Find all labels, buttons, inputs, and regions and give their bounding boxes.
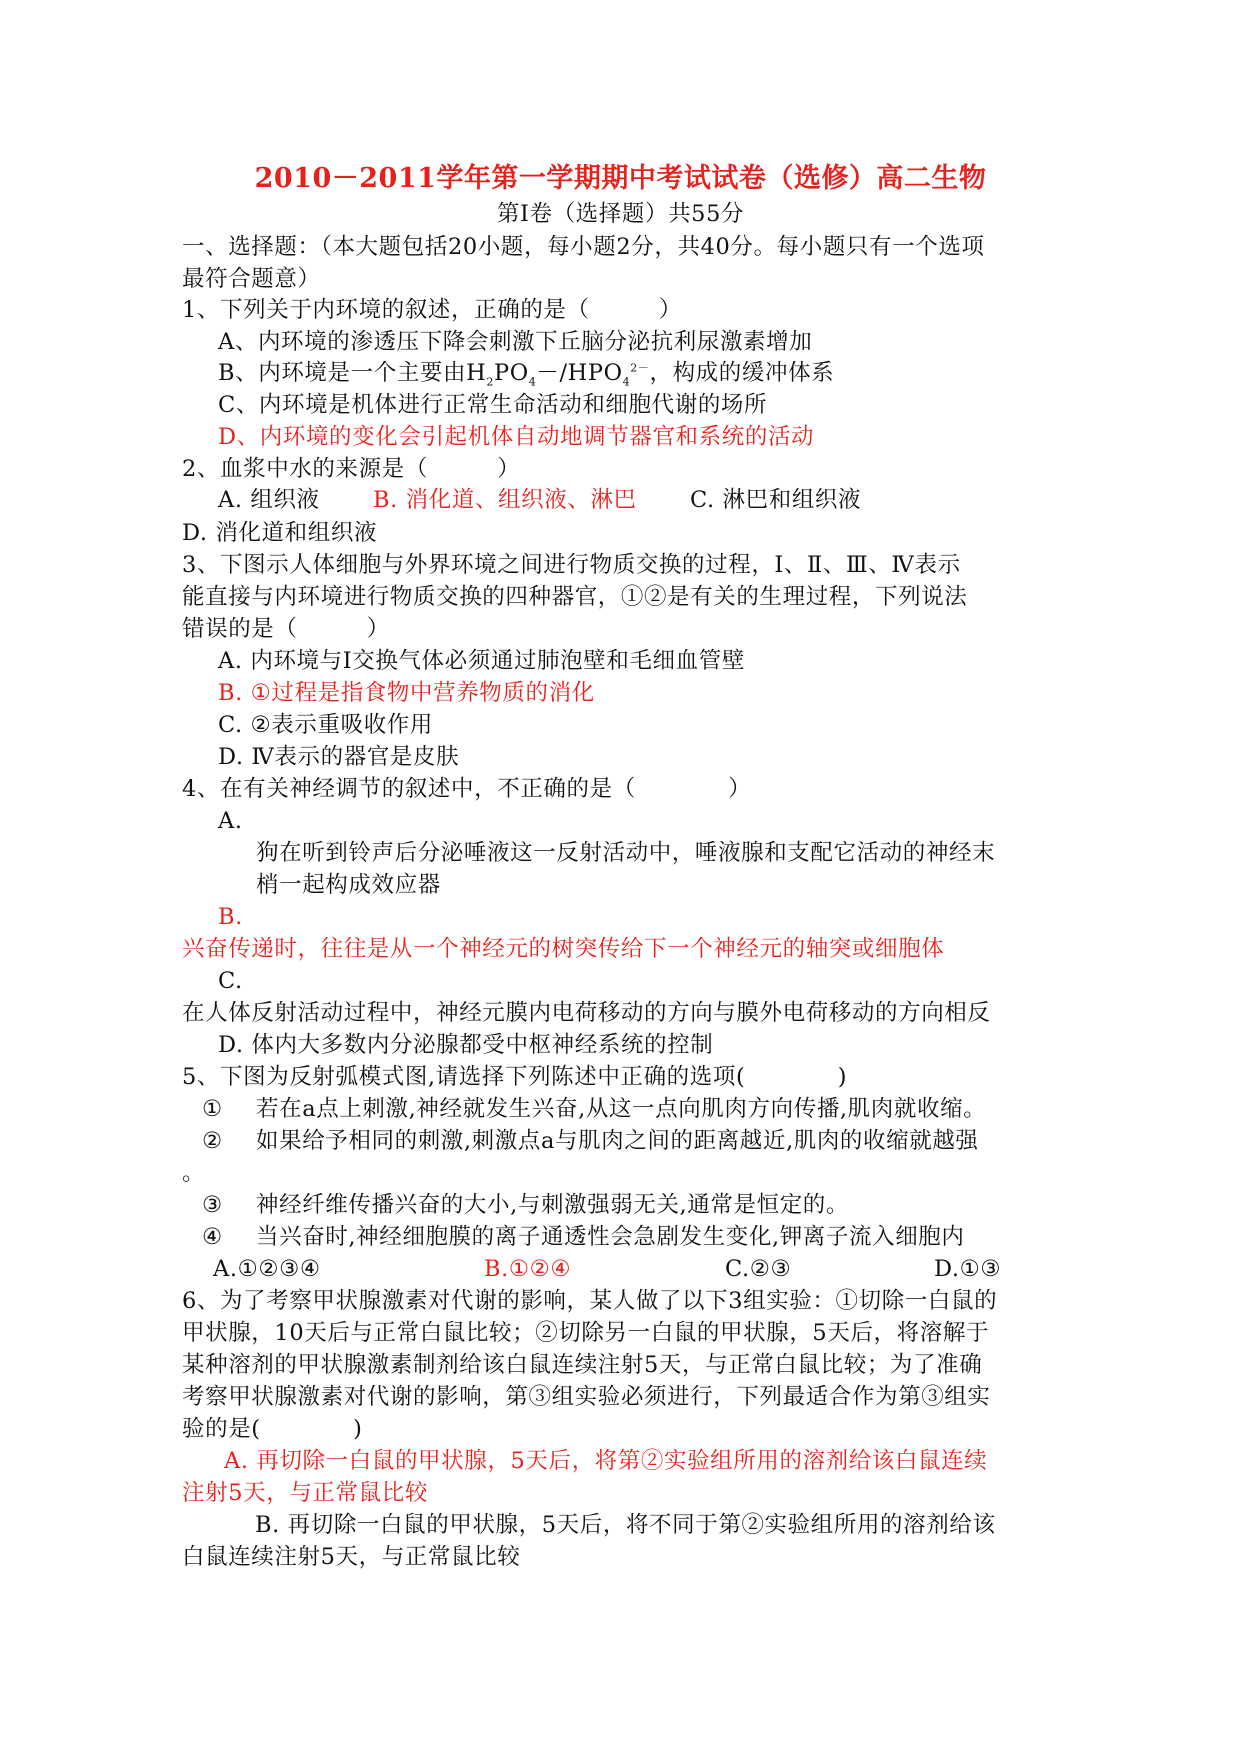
q3-option-b: B. ①过程是指食物中营养物质的消化 — [218, 680, 595, 706]
q2-option-c: C. 淋巴和组织液 — [690, 487, 862, 513]
q5-item-3-number: ③ — [202, 1192, 223, 1218]
q3-stem-line-3: 错误的是（ ） — [182, 616, 390, 642]
q6-stem-line-5: 验的是( ) — [182, 1416, 363, 1442]
q6-stem-line-1: 6、为了考察甲状腺激素对代谢的影响，某人做了以下3组实验：①切除一白鼠的 — [182, 1288, 998, 1314]
q5-stem: 5、下图为反射弧模式图,请选择下列陈述中正确的选项( ) — [182, 1064, 848, 1090]
q5-option-c: C.②③ — [725, 1256, 792, 1282]
q1-option-b: B、内环境是一个主要由$H_2PO_4-/HPO_4^{2-}$，构成的缓冲体系 — [218, 360, 835, 389]
q2-option-a: A. 组织液 — [218, 487, 320, 513]
section-heading-line-1: 一、选择题：（本大题包括20小题，每小题2分，共40分。每小题只有一个选项 — [182, 234, 985, 260]
q3-option-a: A. 内环境与Ⅰ交换气体必须通过肺泡壁和毛细血管壁 — [218, 648, 745, 674]
q3-stem-line-2: 能直接与内环境进行物质交换的四种器官，①②是有关的生理过程，下列说法 — [182, 584, 968, 610]
q4-option-c-text: 在人体反射活动过程中，神经元膜内电荷移动的方向与膜外电荷移动的方向相反 — [182, 1000, 991, 1026]
q6-option-b-line-2: 白鼠连续注射5天，与正常鼠比较 — [182, 1544, 521, 1570]
q5-item-3: 神经纤维传播兴奋的大小,与刺激强弱无关,通常是恒定的。 — [256, 1192, 850, 1218]
q5-item-2-tail: 。 — [182, 1160, 206, 1186]
exam-title: 2010－2011学年第一学期期中考试试卷（选修）高二生物 — [254, 163, 987, 194]
q4-option-d: D. 体内大多数内分泌腺都受中枢神经系统的控制 — [218, 1032, 714, 1058]
q6-stem-line-3: 某种溶剂的甲状腺激素制剂给该白鼠连续注射5天，与正常白鼠比较；为了准确 — [182, 1352, 983, 1378]
q2-option-d: D. 消化道和组织液 — [182, 520, 378, 546]
q5-item-1: 若在a点上刺激,神经就发生兴奋,从这一点向肌肉方向传播,肌肉就收缩。 — [256, 1096, 987, 1122]
q5-item-4-number: ④ — [202, 1224, 223, 1250]
q3-stem-line-1: 3、下图示人体细胞与外界环境之间进行物质交换的过程，Ⅰ、Ⅱ、Ⅲ、Ⅳ表示 — [182, 552, 961, 578]
q6-stem-line-4: 考察甲状腺激素对代谢的影响，第③组实验必须进行，下列最适合作为第③组实 — [182, 1384, 991, 1410]
q6-option-a-line-1: A. 再切除一白鼠的甲状腺，5天后，将第②实验组所用的溶剂给该白鼠连续 — [224, 1448, 988, 1474]
q4-option-a-text-1: 狗在听到铃声后分泌唾液这一反射活动中，唾液腺和支配它活动的神经末 — [256, 840, 996, 866]
q4-option-c-label: C. — [218, 968, 243, 994]
q1-option-c: C、内环境是机体进行正常生命活动和细胞代谢的场所 — [218, 392, 768, 418]
q6-stem-line-2: 甲状腺，10天后与正常白鼠比较；②切除另一白鼠的甲状腺，5天后，将溶解于 — [182, 1320, 990, 1346]
q5-item-2: 如果给予相同的刺激,刺激点a与肌肉之间的距离越近,肌肉的收缩就越强 — [256, 1128, 979, 1154]
q1-option-d: D、内环境的变化会引起机体自动地调节器官和系统的活动 — [218, 424, 815, 450]
q5-option-d: D.①③ — [934, 1256, 1002, 1282]
q2-option-b: B. 消化道、组织液、淋巴 — [373, 487, 637, 513]
q2-stem: 2、血浆中水的来源是（ ） — [182, 456, 521, 482]
q5-item-4: 当兴奋时,神经细胞膜的离子通透性会急剧发生变化,钾离子流入细胞内 — [256, 1224, 965, 1250]
q5-option-a: A.①②③④ — [213, 1256, 321, 1282]
q4-option-a-text-2: 梢一起构成效应器 — [256, 872, 441, 898]
exam-subtitle: 第Ⅰ卷（选择题）共55分 — [496, 201, 745, 227]
q4-option-b-label: B. — [218, 904, 243, 930]
q5-item-2-number: ② — [202, 1128, 223, 1154]
q5-option-b: B.①②④ — [484, 1256, 572, 1282]
q1-option-a: A、内环境的渗透压下降会刺激下丘脑分泌抗利尿激素增加 — [218, 329, 813, 355]
q4-option-b-text: 兴奋传递时，往往是从一个神经元的树突传给下一个神经元的轴突或细胞体 — [182, 936, 945, 962]
q4-option-a-label: A. — [218, 808, 243, 834]
q5-item-1-number: ① — [202, 1096, 223, 1122]
q6-option-b-line-1: B. 再切除一白鼠的甲状腺，5天后，将不同于第②实验组所用的溶剂给该 — [255, 1512, 996, 1538]
q4-stem: 4、在有关神经调节的叙述中，不正确的是（ ） — [182, 776, 752, 802]
q6-option-a-line-2: 注射5天，与正常鼠比较 — [182, 1480, 428, 1506]
q1-stem: 1、下列关于内环境的叙述，正确的是（ ） — [182, 297, 683, 323]
q3-option-d: D. Ⅳ表示的器官是皮肤 — [218, 744, 460, 770]
section-heading-line-2: 最符合题意） — [182, 266, 321, 292]
q3-option-c: C. ②表示重吸收作用 — [218, 712, 433, 738]
